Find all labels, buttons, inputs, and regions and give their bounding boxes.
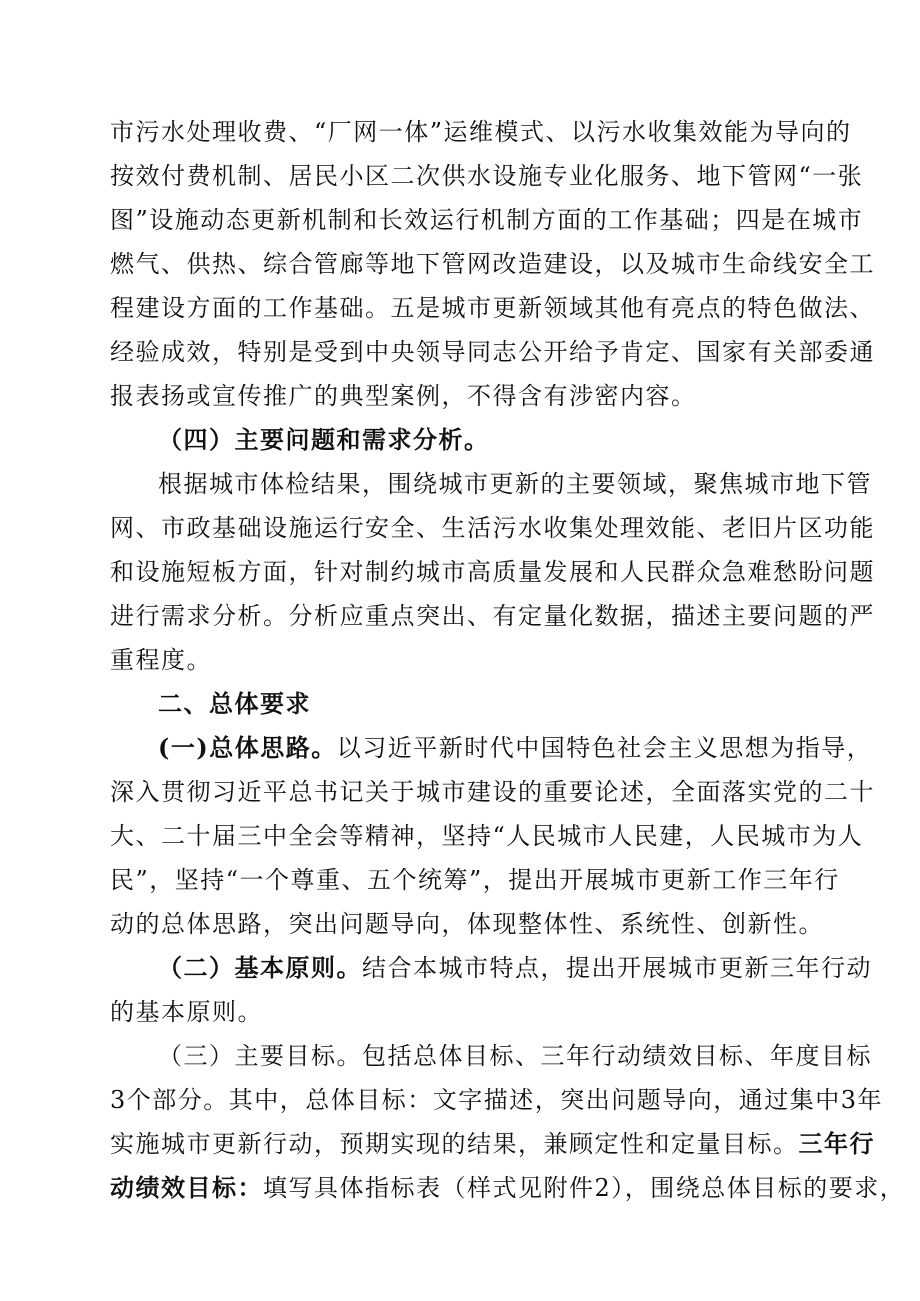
body-text: 填写具体指标表（样式见附件2），围绕总体目标的要求， <box>263 1174 906 1202</box>
subheading-performance-goals: 三年行 <box>798 1129 875 1158</box>
body-line: 经验成效，特别是受到中央领导同志公开给予肯定、国家有关部委通 <box>110 338 875 366</box>
body-line <box>158 732 873 764</box>
body-line: 进行需求分析。分析应重点突出、有定量化数据，描述主要问题的严 <box>110 602 875 630</box>
body-line: 根据城市体检结果，围绕城市更新的主要领域，聚焦城市地下管 <box>158 470 872 498</box>
body-line: 3个部分。其中，总体目标：文字描述，突出问题导向，通过集中3年 <box>110 1086 884 1114</box>
body-line: （三）主要目标。包括总体目标、三年行动绩效目标、年度目标 <box>158 1042 872 1070</box>
subheading-basic-principles: （二）基本原则。 <box>158 953 362 982</box>
body-line <box>110 1128 875 1160</box>
subheading-overall-idea: (一)总体思路。 <box>158 733 337 762</box>
body-text: 实施城市更新行动，预期实现的结果，兼顾定性和定量目标。 <box>110 1130 799 1158</box>
body-line: 深入贯彻习近平总书记关于城市建设的重要论述，全面落实党的二十 <box>110 778 875 806</box>
body-line: 报表扬或宣传推广的典型案例，不得含有涉密内容。 <box>110 382 697 410</box>
body-line <box>110 1172 906 1204</box>
body-line: 重程度。 <box>110 646 212 674</box>
section-heading-4: （四）主要问题和需求分析。 <box>158 425 490 454</box>
body-line: 按效付费机制、居民小区二次供水设施专业化服务、地下管网“一张 <box>110 162 864 190</box>
body-line: 燃气、供热、综合管廊等地下管网改造建设，以及城市生命线安全工 <box>110 250 875 278</box>
body-line: 网、市政基础设施运行安全、生活污水收集处理效能、老旧片区功能 <box>110 514 875 542</box>
chapter-heading: 二、总体要求 <box>158 689 311 718</box>
body-line: 市污水处理收费、“厂网一体”运维模式、以污水收集效能为导向的 <box>110 118 852 146</box>
body-line: 的基本原则。 <box>110 998 263 1026</box>
body-line: 程建设方面的工作基础。五是城市更新领域其他有亮点的特色做法、 <box>110 294 875 322</box>
body-line: 和设施短板方面，针对制约城市高质量发展和人民群众急难愁盼问题 <box>110 558 875 586</box>
subheading-performance-goals-cont: 动绩效目标： <box>110 1173 263 1202</box>
body-line: 动的总体思路，突出问题导向，体现整体性、系统性、创新性。 <box>110 910 824 938</box>
body-line: 大、二十届三中全会等精神，坚持“人民城市人民建，人民城市为人 <box>110 822 864 850</box>
body-line <box>158 952 872 984</box>
body-line: 民”，坚持“一个尊重、五个统筹”，提出开展城市更新工作三年行 <box>110 866 840 894</box>
body-text: 结合本城市特点，提出开展城市更新三年行动 <box>362 954 872 982</box>
body-text: 以习近平新时代中国特色社会主义思想为指导， <box>336 734 873 762</box>
body-line: 图”设施动态更新机制和长效运行机制方面的工作基础；四是在城市 <box>110 206 864 234</box>
